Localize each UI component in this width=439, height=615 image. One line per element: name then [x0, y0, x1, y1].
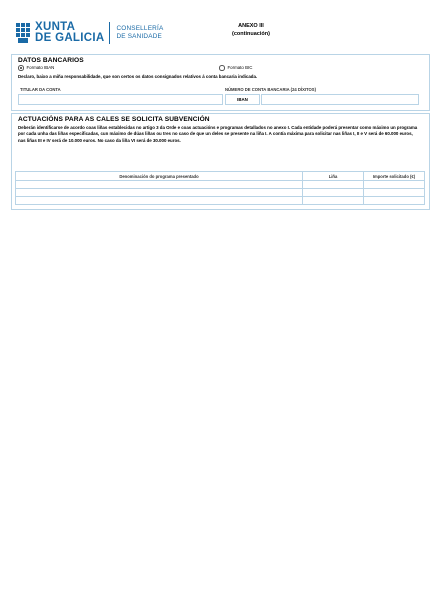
column-header-program: Denominación do programa presentado	[16, 172, 303, 181]
programs-table	[15, 171, 425, 205]
line-cell[interactable]	[303, 197, 364, 205]
xunta-wordmark	[35, 22, 104, 44]
table-row	[16, 189, 425, 197]
iban-number-field[interactable]	[261, 94, 419, 105]
column-header-amount: Importe solicitado (€)	[364, 172, 425, 181]
org-line-1: XUNTA	[35, 21, 76, 33]
line-cell[interactable]	[303, 189, 364, 197]
xunta-logo	[15, 20, 163, 46]
program-cell[interactable]	[16, 197, 303, 205]
logo-divider	[109, 22, 110, 44]
bank-data-title: DATOS BANCARIOS	[18, 57, 84, 64]
actions-title: ACTUACIÓNS PARA AS CALES SE SOLICITA SUBVENCIÓN	[18, 116, 210, 123]
dept-line-1: CONSELLERÍA	[116, 25, 164, 33]
department-name	[116, 25, 163, 40]
account-number-label: NÚMERO DE CONTA BANCARIA (24 DÍXITOS)	[225, 87, 316, 92]
annex-heading	[221, 22, 281, 38]
xunta-emblem-icon	[15, 21, 31, 45]
iban-format-option[interactable]	[18, 65, 54, 71]
table-header-row	[16, 172, 425, 181]
org-line-2: DE GALICIA	[35, 32, 105, 44]
dept-line-2: DE SANIDADE	[116, 33, 162, 40]
iban-prefix-label: IBAN	[225, 94, 260, 105]
amount-cell[interactable]	[364, 181, 425, 189]
actions-section	[11, 113, 430, 210]
annex-title: ANEXO III	[238, 23, 264, 29]
bank-data-section	[11, 54, 430, 111]
bank-declaration: Declaro, baixo a miña responsabilidade, que son certos os datos consignados relativos á conta bancaria indicada.	[18, 74, 258, 79]
amount-cell[interactable]	[364, 189, 425, 197]
iban-format-label: Formato IBAN	[26, 65, 55, 71]
amount-cell[interactable]	[364, 197, 425, 205]
program-cell[interactable]	[16, 189, 303, 197]
radio-selected-icon[interactable]	[18, 65, 24, 71]
page-header	[15, 20, 425, 50]
program-cell[interactable]	[16, 181, 303, 189]
bic-format-label: Formato BIC	[227, 65, 253, 71]
column-header-line: Liña	[303, 172, 364, 181]
line-cell[interactable]	[303, 181, 364, 189]
account-holder-field[interactable]	[18, 94, 223, 105]
radio-unselected-icon[interactable]	[219, 65, 225, 71]
account-holder-label: TITULAR DA CONTA	[20, 87, 61, 92]
bic-format-option[interactable]	[219, 65, 252, 71]
annex-subtitle: (continuación)	[232, 31, 270, 37]
actions-description: Deberán identificarse de acordo coas liñas establecidas no artigo 3 da Orde e coas actuacións e programas detallados no anexo I. Cada entidade poderá presentar como máximo un programa por cada unha das liñas especificadas, cun máximo de dúas liñas ou tres no caso de que un deles se presente na liña I. A contía máxima para solicitar nas liñas I, II e V será de 60.000 euros, nas liñas III e IV será de 10.000 euros. No caso da liña VI será de 30.000 euros.	[18, 125, 418, 143]
table-row	[16, 181, 425, 189]
table-row	[16, 197, 425, 205]
